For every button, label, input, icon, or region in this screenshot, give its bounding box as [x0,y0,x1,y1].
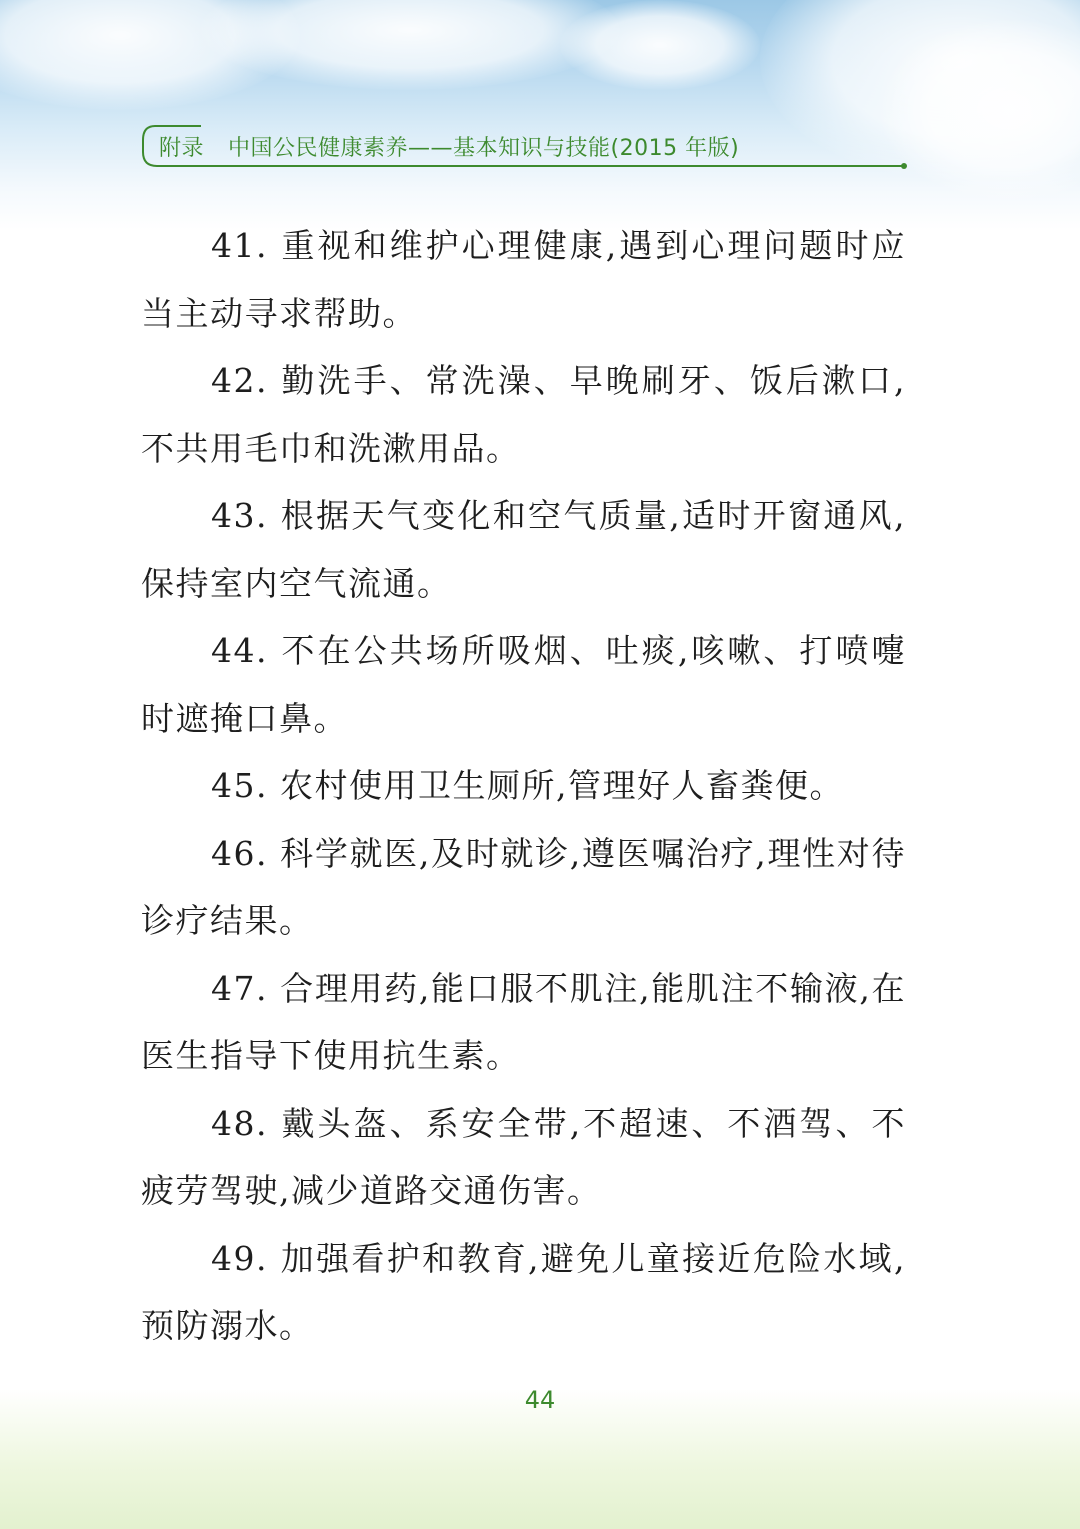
item-text: 勤洗手、常洗澡、早晚刷牙、饭后漱口,不共用毛巾和洗漱用品。 [141,361,906,468]
item-text: 农村使用卫生厕所,管理好人畜粪便。 [279,766,844,805]
item-number: 43. [211,496,268,535]
running-header [141,124,908,168]
list-item [141,617,906,752]
content-area [141,212,906,1360]
list-item [141,1225,906,1360]
page-number: 44 [524,1386,556,1414]
item-text: 戴头盔、系安全带,不超速、不酒驾、不疲劳驾驶,减少道路交通伤害。 [141,1103,906,1210]
header-text [159,131,739,162]
appendix-label: 附录 [159,136,205,161]
item-text: 加强看护和教育,避免儿童接近危险水域,预防溺水。 [141,1238,906,1345]
item-number: 44. [211,631,268,670]
item-text: 根据天气变化和空气质量,适时开窗通风,保持室内空气流通。 [141,496,906,603]
item-number: 46. [211,833,268,873]
item-text: 不在公共场所吸烟、吐痰,咳嗽、打喷嚏时遮掩口鼻。 [141,631,906,738]
list-item [141,1090,906,1225]
list-item [141,752,906,820]
item-number: 45. [211,766,268,805]
item-number: 49. [211,1238,268,1278]
list-item [141,955,906,1090]
header-title: 中国公民健康素养——基本知识与技能(2015 年版) [228,136,740,161]
cloud-decoration [560,0,760,90]
sky-background [0,0,1080,230]
list-item [141,347,906,482]
item-text: 科学就医,及时就诊,遵医嘱治疗,理性对待诊疗结果。 [141,833,906,940]
item-number: 47. [211,968,268,1008]
list-item [141,482,906,617]
item-text: 重视和维护心理健康,遇到心理问题时应当主动寻求帮助。 [141,226,906,333]
item-number: 42. [211,361,268,400]
item-number: 41. [211,226,268,265]
item-number: 48. [211,1103,268,1143]
list-item [141,212,906,347]
list-item [141,820,906,955]
item-text: 合理用药,能口服不肌注,能肌注不输液,在医生指导下使用抗生素。 [141,968,906,1075]
